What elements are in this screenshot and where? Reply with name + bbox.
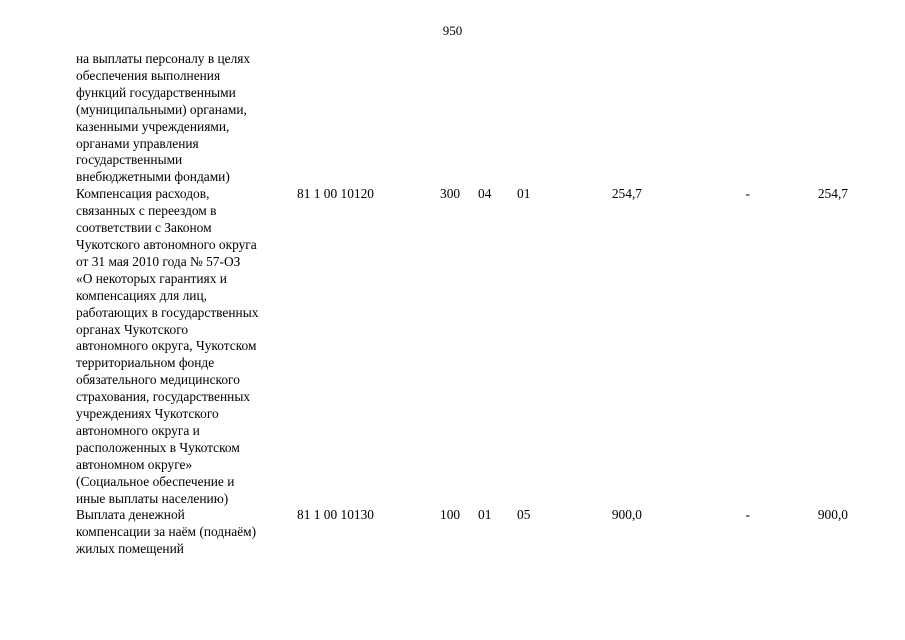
row-expense-type: 100 [440, 507, 461, 523]
row-amount-total: 254,7 [611, 186, 642, 202]
row-description: Выплата денежной компенсации за наём (поднаём) жилых помещений [76, 507, 257, 557]
row-amount-total: 900,0 [611, 507, 642, 523]
row-target-article: 81 1 00 10130 [297, 507, 374, 523]
row-target-article: 81 1 00 10120 [297, 186, 374, 202]
page-number: 950 [442, 23, 463, 38]
row-expense-type: 300 [440, 186, 461, 202]
row-subsection: 05 [517, 507, 531, 523]
row-section: 01 [478, 507, 492, 523]
table-row [0, 507, 905, 558]
row-amount-middle: - [745, 507, 750, 523]
row-amount-final: 254,7 [817, 186, 848, 202]
row-amount-middle: - [745, 186, 750, 202]
row-section: 04 [478, 186, 492, 202]
row-description: на выплаты персоналу в целях обеспечения выполнения функций государственными (муниципальными) органами, казенными учреждениями, органами управления государственными внебюджетными фондами) [76, 51, 251, 185]
row-subsection: 01 [517, 186, 531, 202]
budget-table [0, 51, 905, 558]
row-description: Компенсация расходов, связанных с переездом в соответствии с Законом Чукотского автономного округа от 31 мая 2010 года № 57-ОЗ «О некоторых гарантиях и компенсациях для лиц, работающих в государственных органах Чукотского автономного округа, Чукотском территориальном фонде обязательного медицинского страхования, государственных учреждениях Чукотского автономного округа и расположенных в Чукотском автономном округе» (Социальное обеспечение и иные выплаты населению) [76, 186, 259, 506]
table-row [0, 186, 905, 507]
row-amount-final: 900,0 [817, 507, 848, 523]
table-row [0, 51, 905, 186]
